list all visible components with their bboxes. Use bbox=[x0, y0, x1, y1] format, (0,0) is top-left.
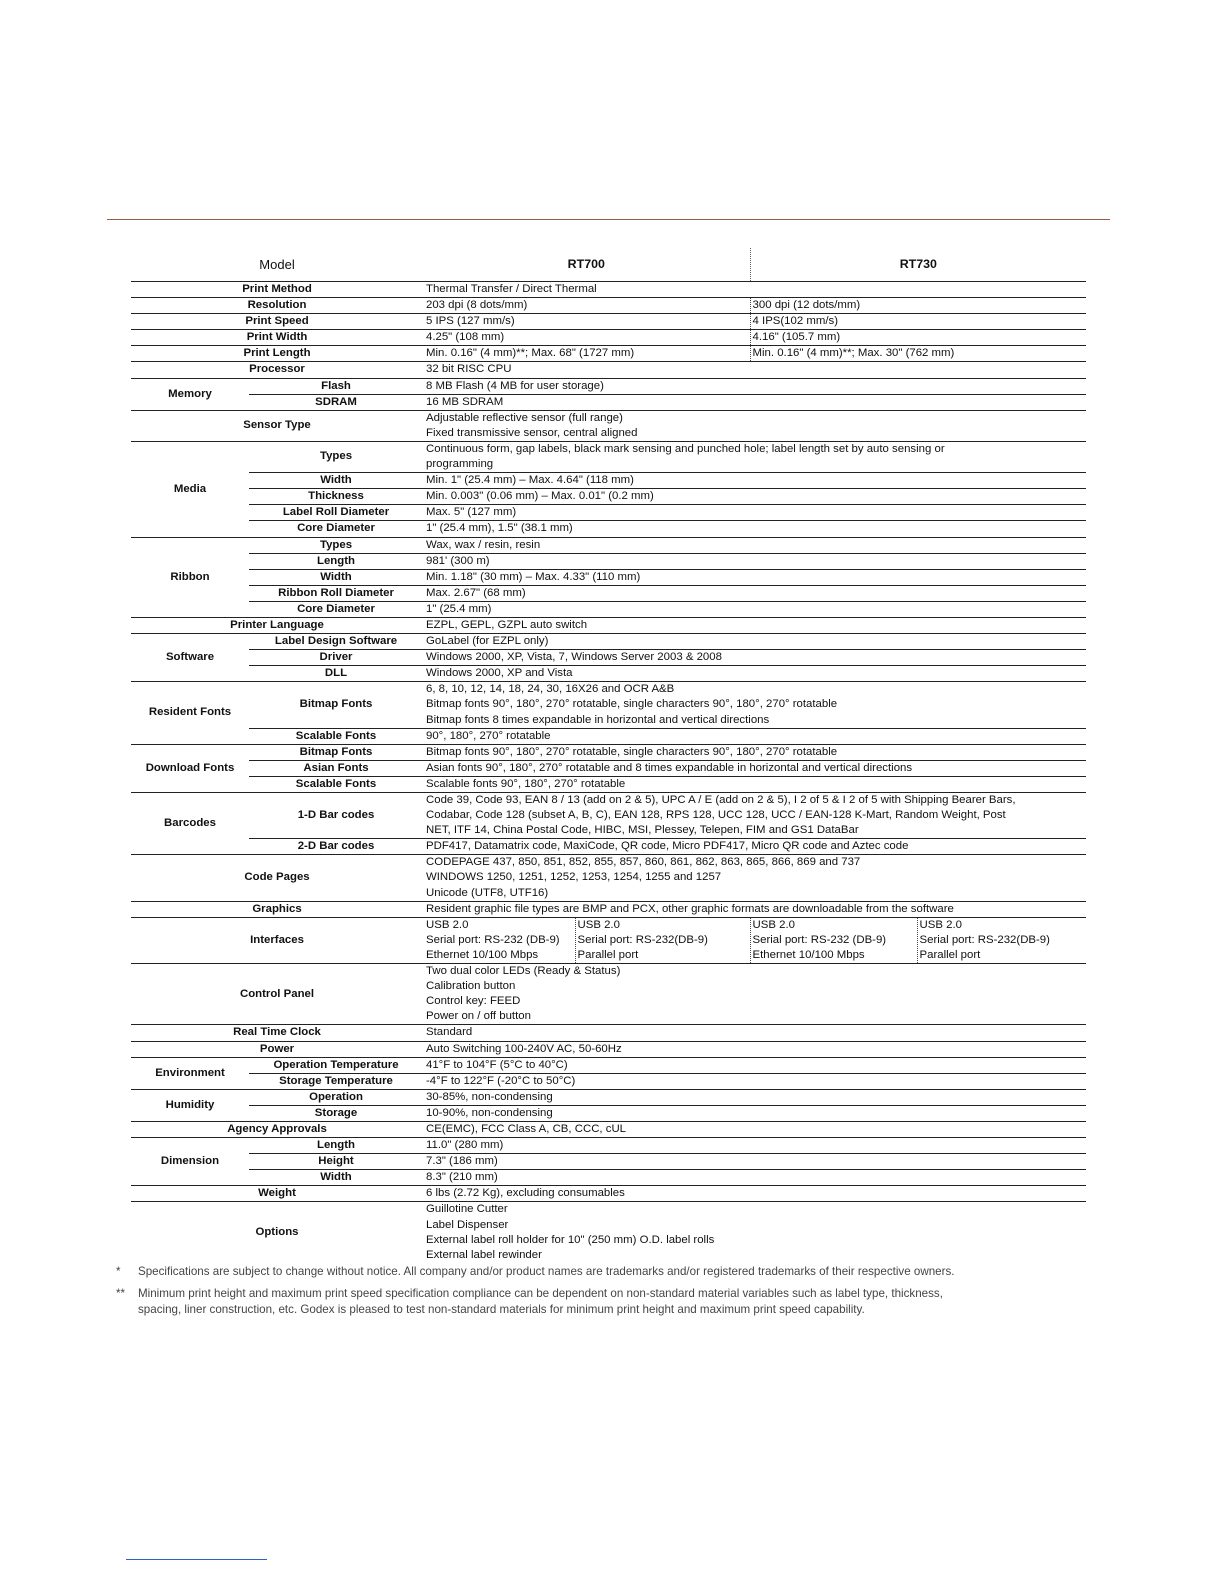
interfaces-label: Interfaces bbox=[131, 917, 423, 963]
table-row bbox=[131, 394, 1086, 410]
table-row bbox=[131, 901, 1086, 917]
dimension-group-label: Dimension bbox=[131, 1138, 249, 1186]
table-row bbox=[131, 410, 1086, 441]
table-row bbox=[131, 760, 1086, 776]
interface-line: Serial port: RS-232 (DB-9) bbox=[426, 933, 560, 946]
rtc-label: Real Time Clock bbox=[131, 1025, 423, 1041]
dim-length-label: Length bbox=[249, 1138, 423, 1154]
environment-group-label: Environment bbox=[131, 1057, 249, 1089]
table-row bbox=[131, 964, 1086, 1025]
humidity-group-label: Humidity bbox=[131, 1089, 249, 1121]
printer-language-value: EZPL, GEPL, GZPL auto switch bbox=[423, 617, 1086, 633]
download-scalable-label: Scalable Fonts bbox=[249, 776, 423, 792]
media-thickness-label: Thickness bbox=[249, 489, 423, 505]
table-row bbox=[131, 1073, 1086, 1089]
label-design-label: Label Design Software bbox=[249, 634, 423, 650]
agency-value: CE(EMC), FCC Class A, CB, CCC, cUL bbox=[423, 1121, 1086, 1137]
ribbon-width-value: Min. 1.18" (30 mm) – Max. 4.33" (110 mm) bbox=[423, 569, 1086, 585]
rt730-header: RT730 bbox=[750, 248, 1086, 282]
driver-label: Driver bbox=[249, 650, 423, 666]
table-row bbox=[131, 666, 1086, 682]
one-d-value bbox=[423, 793, 1086, 839]
code-pages-value bbox=[423, 855, 1086, 901]
table-row bbox=[131, 1154, 1086, 1170]
table-row bbox=[131, 282, 1086, 298]
ribbon-length-label: Length bbox=[249, 553, 423, 569]
barcodes-group-label: Barcodes bbox=[131, 793, 249, 855]
code-pages-line: CODEPAGE 437, 850, 851, 852, 855, 857, 860, 861, 862, 863, 865, 866, 869 and 737 bbox=[426, 856, 861, 869]
flash-label: Flash bbox=[249, 378, 423, 394]
footnote-text: spacing, liner construction, etc. Godex is pleased to test non-standard materials for minimum print height and maximum print speed capability. bbox=[138, 1303, 865, 1316]
sensor-label: Sensor Type bbox=[131, 410, 423, 441]
resolution-rt730: 300 dpi (12 dots/mm) bbox=[750, 298, 1086, 314]
print-width-label: Print Width bbox=[131, 330, 423, 346]
table-row bbox=[131, 489, 1086, 505]
driver-value: Windows 2000, XP, Vista, 7, Windows Server 2003 & 2008 bbox=[423, 650, 1086, 666]
graphics-value: Resident graphic file types are BMP and PCX, other graphic formats are downloadable from the software bbox=[423, 901, 1086, 917]
ribbon-roll-value: Max. 2.67" (68 mm) bbox=[423, 585, 1086, 601]
resident-fonts-group-label: Resident Fonts bbox=[131, 682, 249, 744]
table-row bbox=[131, 553, 1086, 569]
print-length-rt730: Min. 0.16" (4 mm)**; Max. 30" (762 mm) bbox=[750, 346, 1086, 362]
table-row bbox=[131, 298, 1086, 314]
footnote-text: Minimum print height and maximum print speed specification compliance can be dependent on non-standard material variables such as label type, thickness, bbox=[138, 1287, 943, 1300]
one-d-line: NET, ITF 14, China Postal Code, HIBC, MSI, Plessey, Telepen, FIM and GS1 DataBar bbox=[426, 824, 859, 837]
ribbon-width-label: Width bbox=[249, 569, 423, 585]
processor-label: Processor bbox=[131, 362, 423, 378]
humidity-storage-label: Storage bbox=[249, 1105, 423, 1121]
ribbon-group-label: Ribbon bbox=[131, 537, 249, 617]
humidity-operation-label: Operation bbox=[249, 1089, 423, 1105]
graphics-label: Graphics bbox=[131, 901, 423, 917]
table-row bbox=[131, 1105, 1086, 1121]
sensor-line: Fixed transmissive sensor, central aligned bbox=[426, 426, 638, 439]
table-row bbox=[131, 1121, 1086, 1137]
table-row bbox=[131, 569, 1086, 585]
table-row bbox=[131, 505, 1086, 521]
ribbon-types-label: Types bbox=[249, 537, 423, 553]
power-label: Power bbox=[131, 1041, 423, 1057]
sensor-line: Adjustable reflective sensor (full range) bbox=[426, 411, 623, 424]
footer-link-underline bbox=[126, 1559, 267, 1560]
control-panel-line: Two dual color LEDs (Ready & Status) bbox=[426, 965, 621, 978]
two-d-label: 2-D Bar codes bbox=[249, 839, 423, 855]
header-rule bbox=[107, 219, 1110, 220]
options-line: External label rewinder bbox=[426, 1248, 542, 1261]
footnote bbox=[116, 1286, 1116, 1318]
interfaces-col-2 bbox=[575, 917, 750, 963]
resident-scalable-label: Scalable Fonts bbox=[249, 728, 423, 744]
print-length-rt700: Min. 0.16" (4 mm)**; Max. 68" (1727 mm) bbox=[423, 346, 750, 362]
table-row bbox=[131, 362, 1086, 378]
weight-label: Weight bbox=[131, 1186, 423, 1202]
table-row bbox=[131, 744, 1086, 760]
operation-temp-label: Operation Temperature bbox=[249, 1057, 423, 1073]
control-panel-line: Calibration button bbox=[426, 980, 516, 993]
table-row bbox=[131, 346, 1086, 362]
storage-temp-value: -4°F to 122°F (-20°C to 50°C) bbox=[423, 1073, 1086, 1089]
print-width-rt730: 4.16" (105.7 mm) bbox=[750, 330, 1086, 346]
interface-line: Ethernet 10/100 Mbps bbox=[426, 948, 539, 961]
resolution-rt700: 203 dpi (8 dots/mm) bbox=[423, 298, 750, 314]
media-group-label: Media bbox=[131, 441, 249, 537]
footnote-mark: * bbox=[116, 1265, 121, 1278]
media-core-label: Core Diameter bbox=[249, 521, 423, 537]
table-row bbox=[131, 1041, 1086, 1057]
resident-bitmap-value bbox=[423, 682, 1086, 728]
printer-language-label: Printer Language bbox=[131, 617, 423, 633]
options-value bbox=[423, 1202, 1086, 1263]
control-panel-line: Power on / off button bbox=[426, 1010, 531, 1023]
media-width-value: Min. 1" (25.4 mm) – Max. 4.64" (118 mm) bbox=[423, 473, 1086, 489]
table-row bbox=[131, 728, 1086, 744]
table-row bbox=[131, 617, 1086, 633]
download-bitmap-label: Bitmap Fonts bbox=[249, 744, 423, 760]
table-row bbox=[131, 839, 1086, 855]
ribbon-core-label: Core Diameter bbox=[249, 601, 423, 617]
table-row bbox=[131, 917, 1086, 963]
dim-height-label: Height bbox=[249, 1154, 423, 1170]
dim-width-label: Width bbox=[249, 1170, 423, 1186]
table-row bbox=[131, 521, 1086, 537]
storage-temp-label: Storage Temperature bbox=[249, 1073, 423, 1089]
interface-line: Ethernet 10/100 Mbps bbox=[752, 948, 865, 961]
dll-label: DLL bbox=[249, 666, 423, 682]
dim-height-value: 7.3" (186 mm) bbox=[423, 1154, 1086, 1170]
options-line: Label Dispenser bbox=[426, 1218, 509, 1231]
spec-table bbox=[131, 248, 1086, 1263]
power-value: Auto Switching 100-240V AC, 50-60Hz bbox=[423, 1041, 1086, 1057]
interface-line: Parallel port bbox=[577, 948, 639, 961]
humidity-operation-value: 30-85%, non-condensing bbox=[423, 1089, 1086, 1105]
one-d-line: Code 39, Code 93, EAN 8 / 13 (add on 2 & 5), UPC A / E (add on 2 & 5), I 2 of 5 & I 2 of 5 with Shipping Bearer Bars, bbox=[426, 794, 1016, 806]
print-width-rt700: 4.25" (108 mm) bbox=[423, 330, 750, 346]
table-row bbox=[131, 1089, 1086, 1105]
download-scalable-value: Scalable fonts 90°, 180°, 270° rotatable bbox=[423, 776, 1086, 792]
memory-group-label: Memory bbox=[131, 378, 249, 410]
rtc-value: Standard bbox=[423, 1025, 1086, 1041]
one-d-label: 1-D Bar codes bbox=[249, 793, 423, 839]
media-width-label: Width bbox=[249, 473, 423, 489]
table-row bbox=[131, 776, 1086, 792]
media-types-label: Types bbox=[249, 441, 423, 472]
label-roll-label: Label Roll Diameter bbox=[249, 505, 423, 521]
download-bitmap-value: Bitmap fonts 90°, 180°, 270° rotatable, single characters 90°, 180°, 270° rotatable bbox=[423, 744, 1086, 760]
table-row bbox=[131, 330, 1086, 346]
model-header: Model bbox=[131, 248, 423, 282]
ribbon-length-value: 981' (300 m) bbox=[423, 553, 1086, 569]
resolution-label: Resolution bbox=[131, 298, 423, 314]
label-design-value: GoLabel (for EZPL only) bbox=[423, 634, 1086, 650]
options-line: Guillotine Cutter bbox=[426, 1203, 508, 1216]
table-row bbox=[131, 793, 1086, 839]
print-method-value: Thermal Transfer / Direct Thermal bbox=[423, 282, 1086, 298]
footnote-mark: ** bbox=[116, 1287, 126, 1300]
interfaces-col-1 bbox=[423, 917, 575, 963]
control-panel-line: Control key: FEED bbox=[426, 995, 521, 1008]
table-row bbox=[131, 601, 1086, 617]
options-line: External label roll holder for 10" (250 mm) O.D. label rolls bbox=[426, 1233, 715, 1246]
interfaces-col-4 bbox=[917, 917, 1086, 963]
table-row bbox=[131, 1170, 1086, 1186]
interface-line: Parallel port bbox=[919, 948, 981, 961]
table-row bbox=[131, 1057, 1086, 1073]
media-types-value bbox=[423, 441, 1086, 472]
resident-bitmap-label: Bitmap Fonts bbox=[249, 682, 423, 728]
table-row bbox=[131, 634, 1086, 650]
agency-label: Agency Approvals bbox=[131, 1121, 423, 1137]
table-header bbox=[131, 248, 1086, 282]
options-label: Options bbox=[255, 1226, 299, 1239]
dim-length-value: 11.0" (280 mm) bbox=[423, 1138, 1086, 1154]
download-fonts-group-label: Download Fonts bbox=[131, 744, 249, 792]
table-row bbox=[131, 1138, 1086, 1154]
dim-width-value: 8.3" (210 mm) bbox=[423, 1170, 1086, 1186]
sdram-value: 16 MB SDRAM bbox=[423, 394, 1086, 410]
processor-value: 32 bit RISC CPU bbox=[423, 362, 1086, 378]
media-core-value: 1" (25.4 mm), 1.5" (38.1 mm) bbox=[423, 521, 1086, 537]
interface-line: USB 2.0 bbox=[426, 918, 469, 931]
print-speed-rt730: 4 IPS(102 mm/s) bbox=[750, 314, 1086, 330]
code-pages-label: Code Pages bbox=[131, 855, 423, 901]
resident-scalable-value: 90°, 180°, 270° rotatable bbox=[423, 728, 1086, 744]
print-speed-label: Print Speed bbox=[131, 314, 423, 330]
one-d-line: Codabar, Code 128 (subset A, B, C), EAN 128, RPS 128, UCC 128, UCC / EAN-128 K-Mart, Random Weight, Post bbox=[426, 809, 1006, 822]
rt700-header: RT700 bbox=[423, 248, 750, 282]
media-types-line: Continuous form, gap labels, black mark sensing and punched hole; label length set by auto sensing or bbox=[426, 442, 945, 455]
table-row bbox=[131, 1186, 1086, 1202]
resident-bitmap-line: Bitmap fonts 8 times expandable in horizontal and vertical directions bbox=[426, 713, 770, 726]
humidity-storage-value: 10-90%, non-condensing bbox=[423, 1105, 1086, 1121]
label-roll-value: Max. 5" (127 mm) bbox=[423, 505, 1086, 521]
footnote bbox=[116, 1264, 1116, 1280]
table-row bbox=[131, 473, 1086, 489]
code-pages-line: Unicode (UTF8, UTF16) bbox=[426, 886, 549, 899]
asian-fonts-value: Asian fonts 90°, 180°, 270° rotatable and 8 times expandable in horizontal and vertical directions bbox=[423, 760, 1086, 776]
ribbon-types-value: Wax, wax / resin, resin bbox=[423, 537, 1086, 553]
table-row bbox=[131, 855, 1086, 901]
resident-bitmap-line: Bitmap fonts 90°, 180°, 270° rotatable, single characters 90°, 180°, 270° rotatable bbox=[426, 698, 838, 711]
footnote-text: Specifications are subject to change without notice. All company and/or product names are trademarks and/or registered trademarks of their respective owners. bbox=[138, 1265, 955, 1278]
resident-bitmap-line: 6, 8, 10, 12, 14, 18, 24, 30, 16X26 and OCR A&B bbox=[426, 683, 675, 696]
table-row bbox=[131, 650, 1086, 666]
print-length-label: Print Length bbox=[131, 346, 423, 362]
print-speed-rt700: 5 IPS (127 mm/s) bbox=[423, 314, 750, 330]
dll-value: Windows 2000, XP and Vista bbox=[423, 666, 1086, 682]
media-thickness-value: Min. 0.003" (0.06 mm) – Max. 0.01" (0.2 mm) bbox=[423, 489, 1086, 505]
interface-line: USB 2.0 bbox=[752, 918, 795, 931]
sdram-label: SDRAM bbox=[249, 394, 423, 410]
footnotes bbox=[116, 1264, 1116, 1324]
sensor-value bbox=[423, 410, 1086, 441]
interface-line: Serial port: RS-232 (DB-9) bbox=[752, 933, 887, 946]
two-d-value: PDF417, Datamatrix code, MaxiCode, QR code, Micro PDF417, Micro QR code and Aztec code bbox=[423, 839, 1086, 855]
software-group-label: Software bbox=[131, 634, 249, 682]
interface-line: Serial port: RS-232(DB-9) bbox=[919, 933, 1050, 946]
table-row bbox=[131, 441, 1086, 472]
code-pages-line: WINDOWS 1250, 1251, 1252, 1253, 1254, 1255 and 1257 bbox=[426, 871, 722, 884]
control-panel-label: Control Panel bbox=[131, 964, 423, 1025]
flash-value: 8 MB Flash (4 MB for user storage) bbox=[423, 378, 1086, 394]
interface-line: USB 2.0 bbox=[577, 918, 620, 931]
operation-temp-value: 41°F to 104°F (5°C to 40°C) bbox=[423, 1057, 1086, 1073]
print-method-label: Print Method bbox=[131, 282, 423, 298]
table-row bbox=[131, 682, 1086, 728]
control-panel-value bbox=[423, 964, 1086, 1025]
table-row bbox=[131, 537, 1086, 553]
asian-fonts-label: Asian Fonts bbox=[249, 760, 423, 776]
table-row bbox=[131, 1202, 1086, 1263]
media-types-line: programming bbox=[426, 458, 494, 471]
table-row bbox=[131, 1025, 1086, 1041]
interface-line: Serial port: RS-232(DB-9) bbox=[577, 933, 708, 946]
table-row bbox=[131, 378, 1086, 394]
table-row bbox=[131, 585, 1086, 601]
table-row bbox=[131, 314, 1086, 330]
interfaces-col-3 bbox=[750, 917, 917, 963]
weight-value: 6 lbs (2.72 Kg), excluding consumables bbox=[423, 1186, 1086, 1202]
ribbon-roll-label: Ribbon Roll Diameter bbox=[249, 585, 423, 601]
interface-line: USB 2.0 bbox=[919, 918, 962, 931]
ribbon-core-value: 1" (25.4 mm) bbox=[423, 601, 1086, 617]
